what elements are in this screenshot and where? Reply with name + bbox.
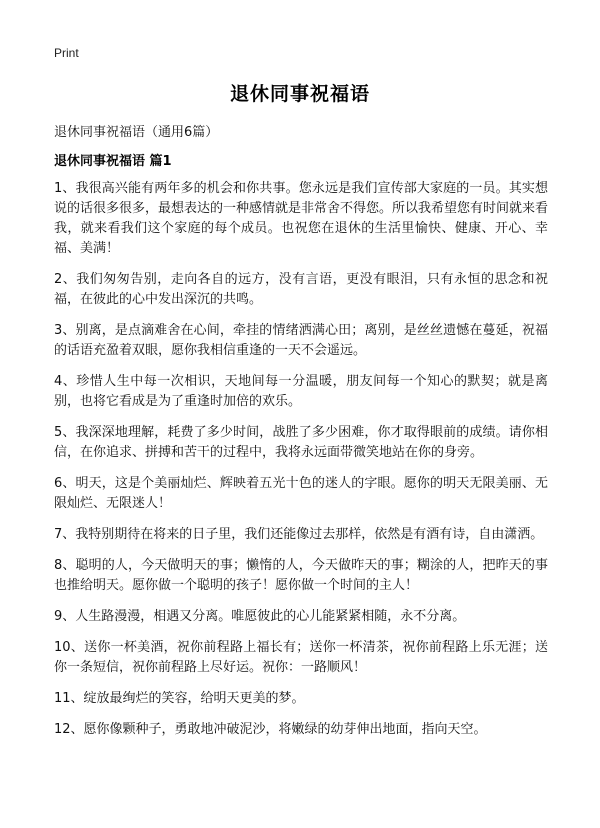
paragraph-12: 12、愿你像颗种子，勇敢地冲破泥沙，将嫩绿的幼芽伸出地面，指向天空。 [54,722,487,737]
paragraph-3: 3、别离，是点滴难舍在心间，牵挂的情绪洒满心田；离别，是丝丝遗憾在蔓延，祝福的话语充盈着双眼，愿你我相信重逢的一天不会遥远。 [54,323,548,358]
page-title: 退休同事祝福语 [229,83,370,105]
document-subtitle: 退休同事祝福语（通用6篇） [54,125,219,140]
paragraph-5: 5、我深深地理解，耗费了多少时间，战胜了多少困难，你才取得眼前的成绩。请你相信，在你追求、拼搏和苦干的过程中，我将永远面带微笑地站在你的身旁。 [54,425,548,460]
paragraph-8: 8、聪明的人，今天做明天的事；懒惰的人，今天做昨天的事；糊涂的人，把昨天的事也推给明天。愿你做一个聪明的孩子！愿你做一个时间的主人！ [54,558,548,593]
print-label[interactable]: Print [54,46,79,60]
section-heading: 退休同事祝福语 篇1 [54,154,172,169]
paragraph-9: 9、人生路漫漫，相遇又分离。唯愿彼此的心儿能紧紧相随，永不分离。 [54,609,466,624]
paragraph-4: 4、珍惜人生中每一次相识，天地间每一分温暖，朋友间每一个知心的默契；就是离别，也将它看成是为了重逢时加倍的欢乐。 [54,374,548,409]
paragraph-10: 10、送你一杯美酒，祝你前程路上福长有；送你一杯清茶，祝你前程路上乐无涯；送你一条短信，祝你前程路上尽好运。祝你：一路顺风！ [54,640,548,675]
paragraph-7: 7、我特别期待在将来的日子里，我们还能像过去那样，依然是有酒有诗，自由潇洒。 [54,527,544,542]
paragraph-2: 2、我们匆匆告别，走向各自的远方，没有言语，更没有眼泪，只有永恒的思念和祝福，在彼此的心中发出深沉的共鸣。 [54,272,548,307]
paragraph-list [54,179,548,751]
paragraph-1: 1、我很高兴能有两年多的机会和你共事。您永远是我们宣传部大家庭的一员。其实想说的话很多很多，最想表达的一种感情就是非常舍不得您。所以我希望您有时间就来看我，就来看我们这个家庭的每个成员。也祝您在退休的生活里愉快、健康、开心、幸福、美满！ [54,181,549,256]
paragraph-6: 6、明天，这是个美丽灿烂、辉映着五光十色的迷人的字眼。愿你的明天无限美丽、无限灿烂、无限迷人！ [54,476,548,511]
paragraph-11: 11、绽放最绚烂的笑容，给明天更美的梦。 [54,691,305,706]
